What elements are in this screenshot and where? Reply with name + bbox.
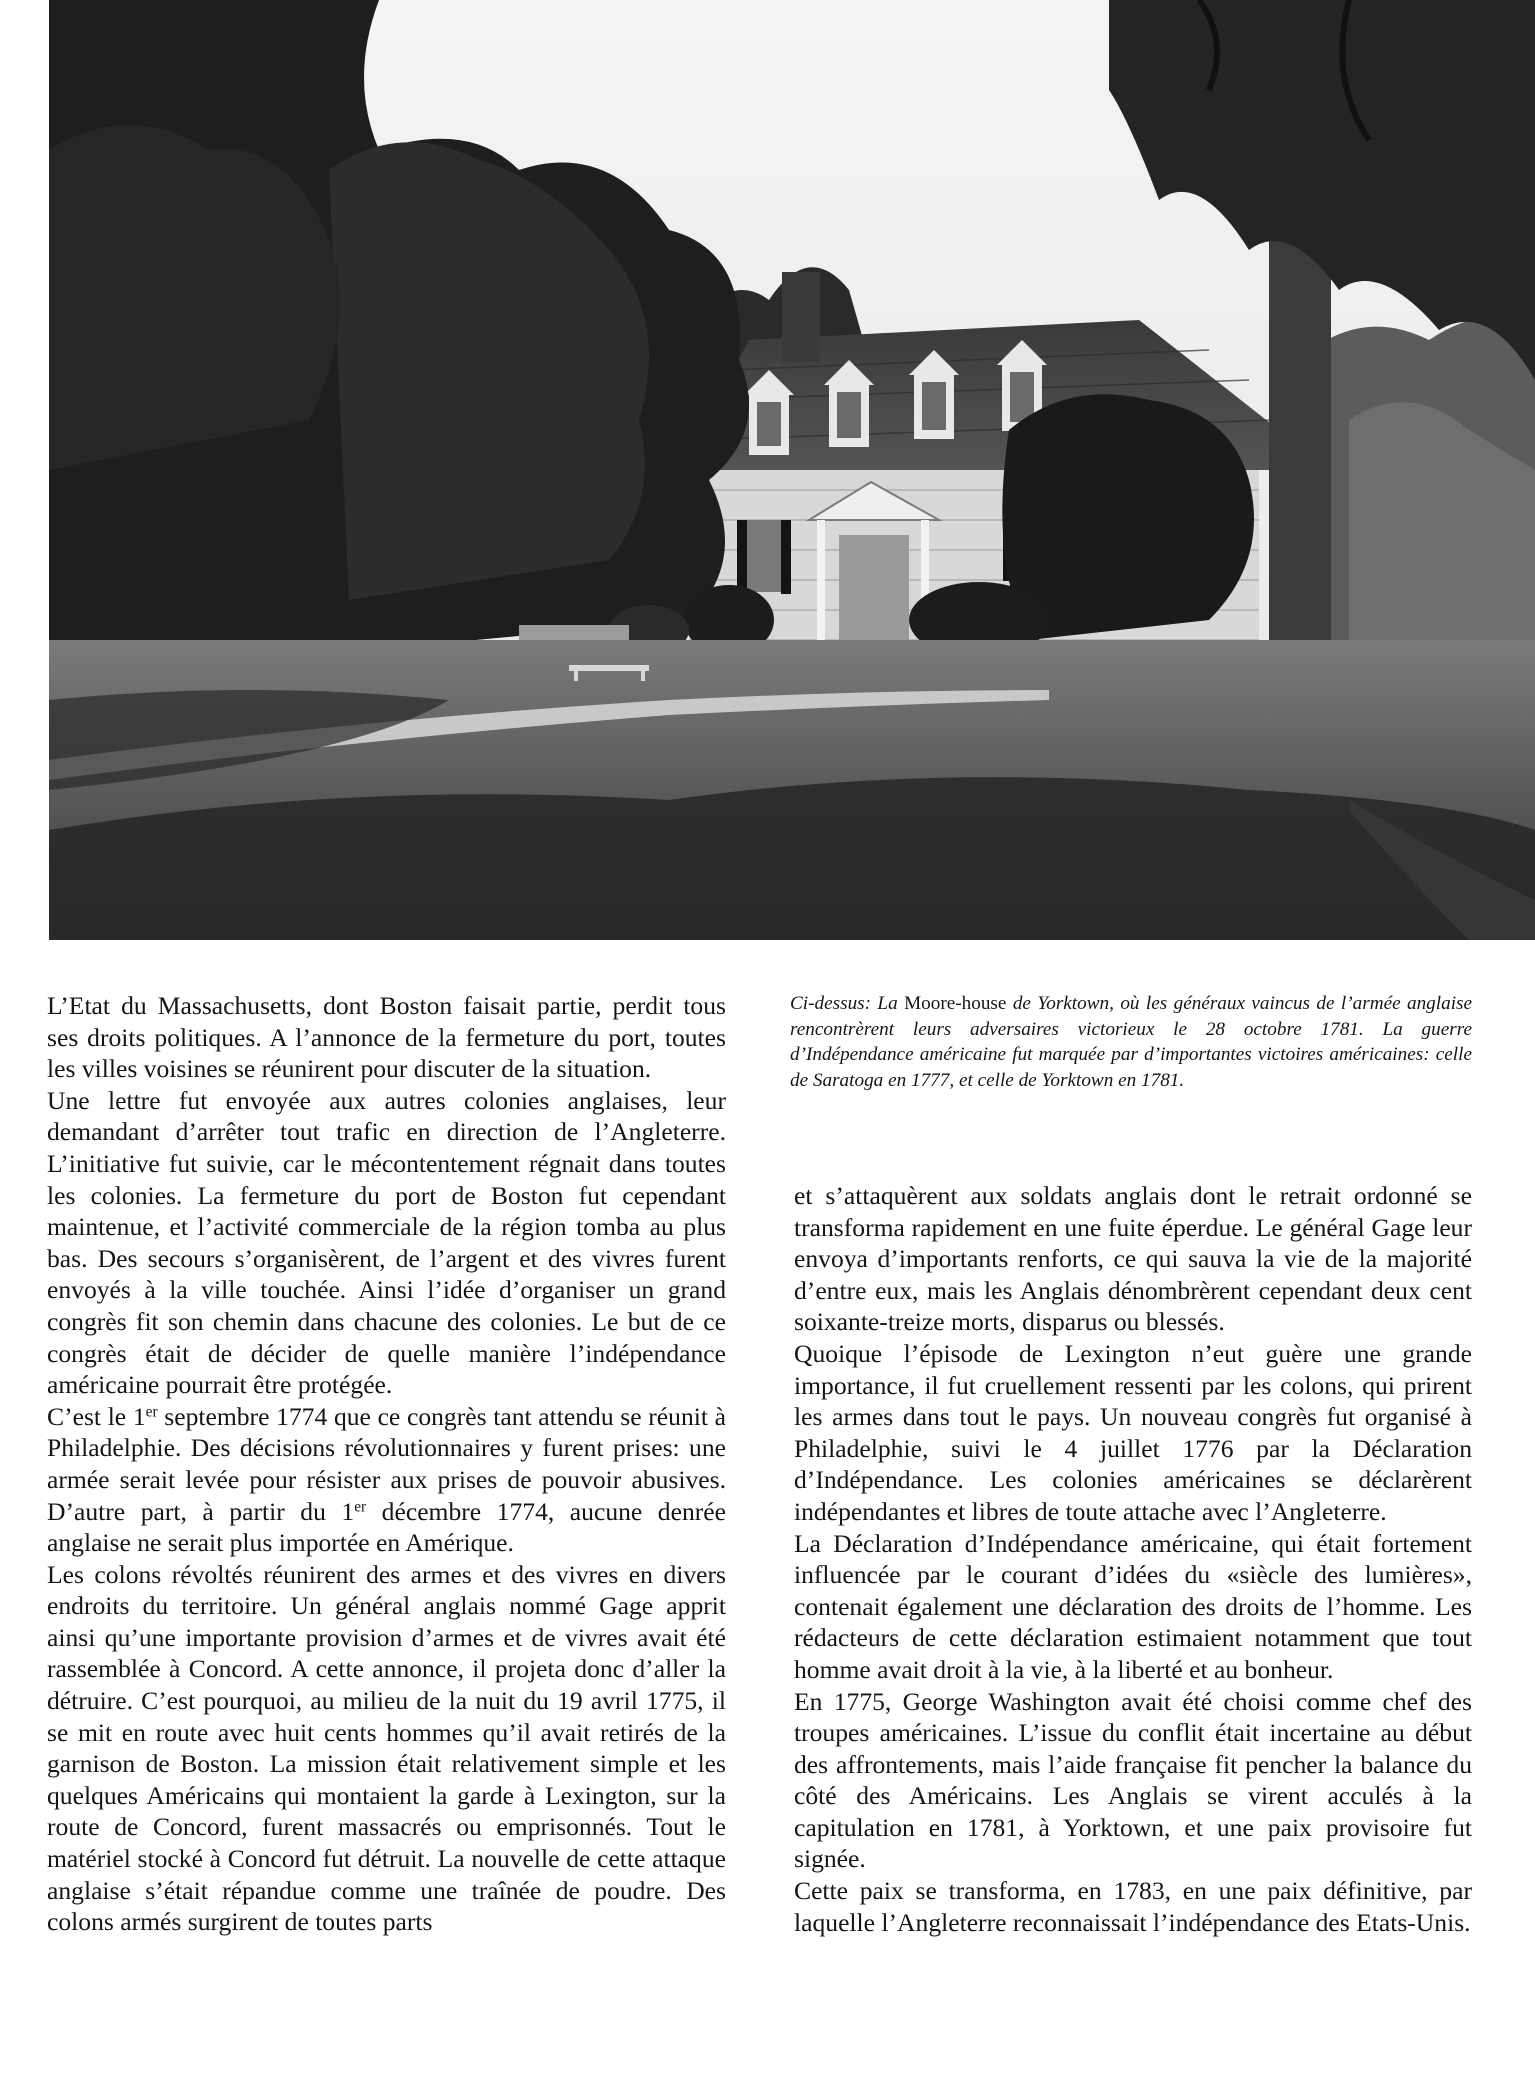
paragraph: L’Etat du Massachusetts, dont Boston faisait partie, perdit tous ses droits politiques. A l’annonce de la fermeture du port, toutes les villes voisines se réunirent pour discuter de la situation. xyxy=(47,991,726,1084)
paragraph: En 1775, George Washington avait été choisi comme chef des troupes américaines. L’issue du conflit était incertaine au début des affrontements, mais l’aide française fit pencher la balance du côté des Américains. Les Anglais se virent acculés à la capitulation en 1781, à Yorktown, et une paix provisoire fut signée. xyxy=(794,1686,1472,1874)
paragraph: La Déclaration d’Indépendance américaine, qui était fortement influencée par le courant d’idées du «siècle des lumières», contenait également une déclaration des droits de l’homme. Les rédacteurs de cette déclaration estimaient notamment que tout homme avait droit à la vie, à la liberté et au bonheur. xyxy=(794,1528,1472,1684)
paragraph: C’est le 1er septembre 1774 que ce congrès tant attendu se réunit à Philadelphie. Des décisions révolutionnaires y furent prises: une armée serait levée pour résister aux prises de pouvoir abusives. D’autre part, à partir du 1er décembre 1774, aucune denrée anglaise ne serait plus importée en Amérique. xyxy=(47,1401,726,1558)
left-column xyxy=(47,990,726,1938)
paragraph: Quoique l’épisode de Lexington n’eut guère une grande importance, il fut cruellement ressenti par les colons, qui prirent les armes dans tout le pays. Un nouveau congrès fut organisé à Philadelphie, suivi le 4 juillet 1776 par la Déclaration d’Indépendance. Les colonies américaines se déclarèrent indépendantes et libres de toute attache avec l’Angleterre. xyxy=(794,1338,1472,1526)
photo-caption: Ci-dessus: La Moore-house de Yorktown, où les généraux vaincus de l’armée anglaise rencontrèrent leurs adversaires victorieux le 28 octobre 1781. La guerre d’Indépendance américaine fut marquée par d’importantes victoires américaines: celle de Saratoga en 1777, et celle de Yorktown en 1781. xyxy=(790,993,1473,1091)
paragraph: Les colons révoltés réunirent des armes et des vivres en divers endroits du territoire. Un général anglais nommé Gage apprit ainsi qu’une importante provision d’armes et de vivres avait été rassemblée à Concord. A cette annonce, il projeta donc d’aller la détruire. C’est pourquoi, au milieu de la nuit du 19 avril 1775, il se mit en route avec huit cents hommes qu’il avait retirés de la garnison de Boston. La mission était relativement simple et les quelques Américains qui montaient la garde à Lexington, sur la route de Concord, furent massacrés ou emprisonnés. Tout le matériel stocké à Concord fut détruit. La nouvelle de cette attaque anglaise s’était répandue comme une traînée de poudre. Des colons armés surgirent de toutes parts xyxy=(47,1559,726,1937)
right-column xyxy=(794,1180,1472,1938)
paragraph: Une lettre fut envoyée aux autres colonies anglaises, leur demandant d’arrêter tout trafic en direction de l’Angleterre. L’initiative fut suivie, car le mécontentement régnait dans toutes les colonies. La fermeture du port de Boston fut cependant maintenue, et l’activité commerciale de la région tomba au plus bas. Des secours s’organisèrent, de l’argent et des vivres furent envoyés à la ville touchée. Ainsi l’idée d’organiser un grand congrès fit son chemin dans chacune des colonies. Le but de ce congrès était de décider de quelle manière l’indépendance américaine pourrait être protégée. xyxy=(47,1085,726,1400)
paragraph: et s’attaquèrent aux soldats anglais dont le retrait ordonné se transforma rapidement en une fuite éperdue. Le général Gage leur envoya d’importants renforts, ce qui sauva la vie de la majorité d’entre eux, mais les Anglais dénombrèrent cependant deux cent soixante-treize morts, disparus ou blessés. xyxy=(794,1181,1472,1337)
moore-house-photo xyxy=(49,0,1535,940)
paragraph: Cette paix se transforma, en 1783, en une paix définitive, par laquelle l’Angleterre reconnaissait l’indépendance des Etats-Unis. xyxy=(794,1876,1472,1937)
